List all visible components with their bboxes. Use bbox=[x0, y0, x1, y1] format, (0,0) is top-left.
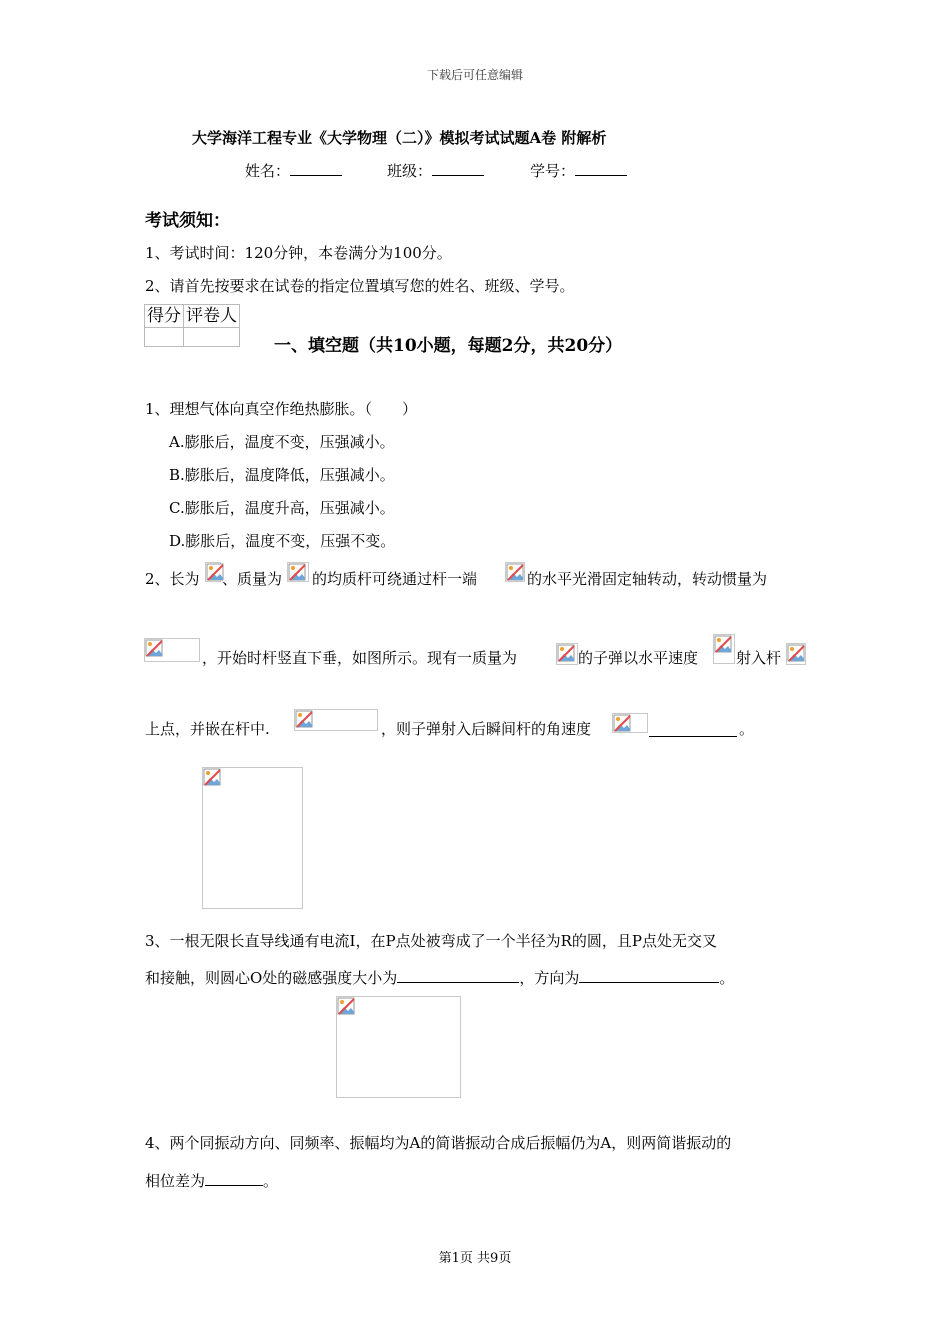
formula-image bbox=[556, 643, 578, 665]
grader-cell bbox=[184, 328, 240, 347]
name-blank bbox=[290, 160, 342, 176]
q2-text: 2、长为 bbox=[145, 570, 200, 588]
score-cell bbox=[145, 328, 184, 347]
class-label: 班级： bbox=[387, 162, 433, 180]
q4-text: 。 bbox=[263, 1172, 279, 1190]
broken-image-icon bbox=[557, 644, 575, 662]
q1-option-d: D.膨胀后，温度不变，压强不变。 bbox=[169, 532, 396, 550]
q3-line2 bbox=[145, 967, 734, 988]
broken-image-icon bbox=[288, 563, 306, 581]
class-blank bbox=[432, 160, 484, 176]
q2-figure bbox=[202, 767, 303, 909]
notice-item: 1、考试时间：120分钟，本卷满分为100分。 bbox=[145, 244, 452, 262]
q2-text: 。 bbox=[739, 720, 755, 738]
formula-image bbox=[294, 709, 378, 731]
name-label: 姓名： bbox=[245, 162, 291, 180]
q2-text: 的水平光滑固定轴转动，转动惯量为 bbox=[527, 570, 768, 588]
answer-blank bbox=[205, 1170, 263, 1186]
class-field bbox=[387, 160, 484, 181]
name-field bbox=[245, 160, 342, 181]
answer-blank bbox=[579, 967, 719, 983]
formula-image bbox=[713, 634, 735, 664]
q1-option-a: A.膨胀后，温度不变，压强减小。 bbox=[169, 433, 395, 451]
broken-image-icon bbox=[295, 710, 313, 728]
q2-text: 的均质杆可绕通过杆一端 bbox=[312, 570, 478, 588]
score-header: 得分 bbox=[145, 305, 184, 328]
notice-heading: 考试须知： bbox=[145, 211, 230, 231]
q2-text: 的子弹以水平速度 bbox=[578, 649, 699, 667]
page-number: 第1页 共9页 bbox=[438, 1251, 512, 1266]
q2-text: 射入杆 bbox=[736, 649, 782, 667]
q4-line1: 4、两个同振动方向、同频率、振幅均为A的简谐振动合成后振幅仍为A，则两简谐振动的 bbox=[145, 1134, 732, 1152]
broken-image-icon bbox=[787, 644, 805, 662]
score-table bbox=[144, 304, 240, 347]
student-id-field bbox=[530, 160, 627, 181]
formula-image bbox=[144, 638, 200, 662]
answer-blank bbox=[397, 967, 519, 983]
q2-text: 上点，并嵌在杆中. bbox=[145, 720, 270, 738]
broken-image-icon bbox=[613, 714, 631, 732]
q3-text: 。 bbox=[719, 969, 735, 987]
q1-stem: 1、理想气体向真空作绝热膨胀。（ ） bbox=[145, 400, 418, 418]
exam-title: 大学海洋工程专业《大学物理（二）》模拟考试试题A卷 附解析 bbox=[192, 129, 607, 147]
q2-text: 、质量为 bbox=[222, 570, 283, 588]
q1-option-c: C.膨胀后，温度升高，压强减小。 bbox=[169, 499, 395, 517]
answer-blank bbox=[649, 720, 737, 737]
broken-image-icon bbox=[714, 635, 732, 653]
student-id-blank bbox=[575, 160, 627, 176]
formula-image bbox=[786, 643, 806, 665]
q1-option-b: B.膨胀后，温度降低，压强减小。 bbox=[169, 466, 395, 484]
formula-image bbox=[505, 562, 525, 582]
q3-line1: 3、一根无限长直导线通有电流I，在P点处被弯成了一个半径为R的圆，且P点处无交叉 bbox=[145, 932, 717, 950]
q4-text: 相位差为 bbox=[145, 1172, 206, 1190]
q2-text: ，开始时杆竖直下垂，如图所示。现有一质量为 bbox=[202, 649, 518, 667]
q3-text: ，方向为 bbox=[519, 969, 580, 987]
header-note: 下载后可任意编辑 bbox=[426, 68, 523, 82]
q3-figure bbox=[336, 996, 461, 1098]
student-id-label: 学号： bbox=[530, 162, 576, 180]
broken-image-icon bbox=[203, 768, 221, 786]
broken-image-icon bbox=[337, 997, 355, 1015]
q2-text: ，则子弹射入后瞬间杆的角速度 bbox=[381, 720, 592, 738]
notice-item: 2、请首先按要求在试卷的指定位置填写您的姓名、班级、学号。 bbox=[145, 277, 575, 295]
grader-header: 评卷人 bbox=[184, 305, 240, 328]
q3-text: 和接触，则圆心O处的磁感强度大小为 bbox=[145, 969, 398, 987]
broken-image-icon bbox=[506, 563, 524, 581]
formula-image bbox=[205, 562, 221, 582]
formula-image bbox=[287, 562, 309, 582]
formula-image bbox=[612, 713, 648, 733]
part1-title: 一、填空题（共10小题，每题2分，共20分） bbox=[274, 336, 623, 356]
q4-line2 bbox=[145, 1170, 278, 1191]
broken-image-icon bbox=[145, 639, 163, 657]
